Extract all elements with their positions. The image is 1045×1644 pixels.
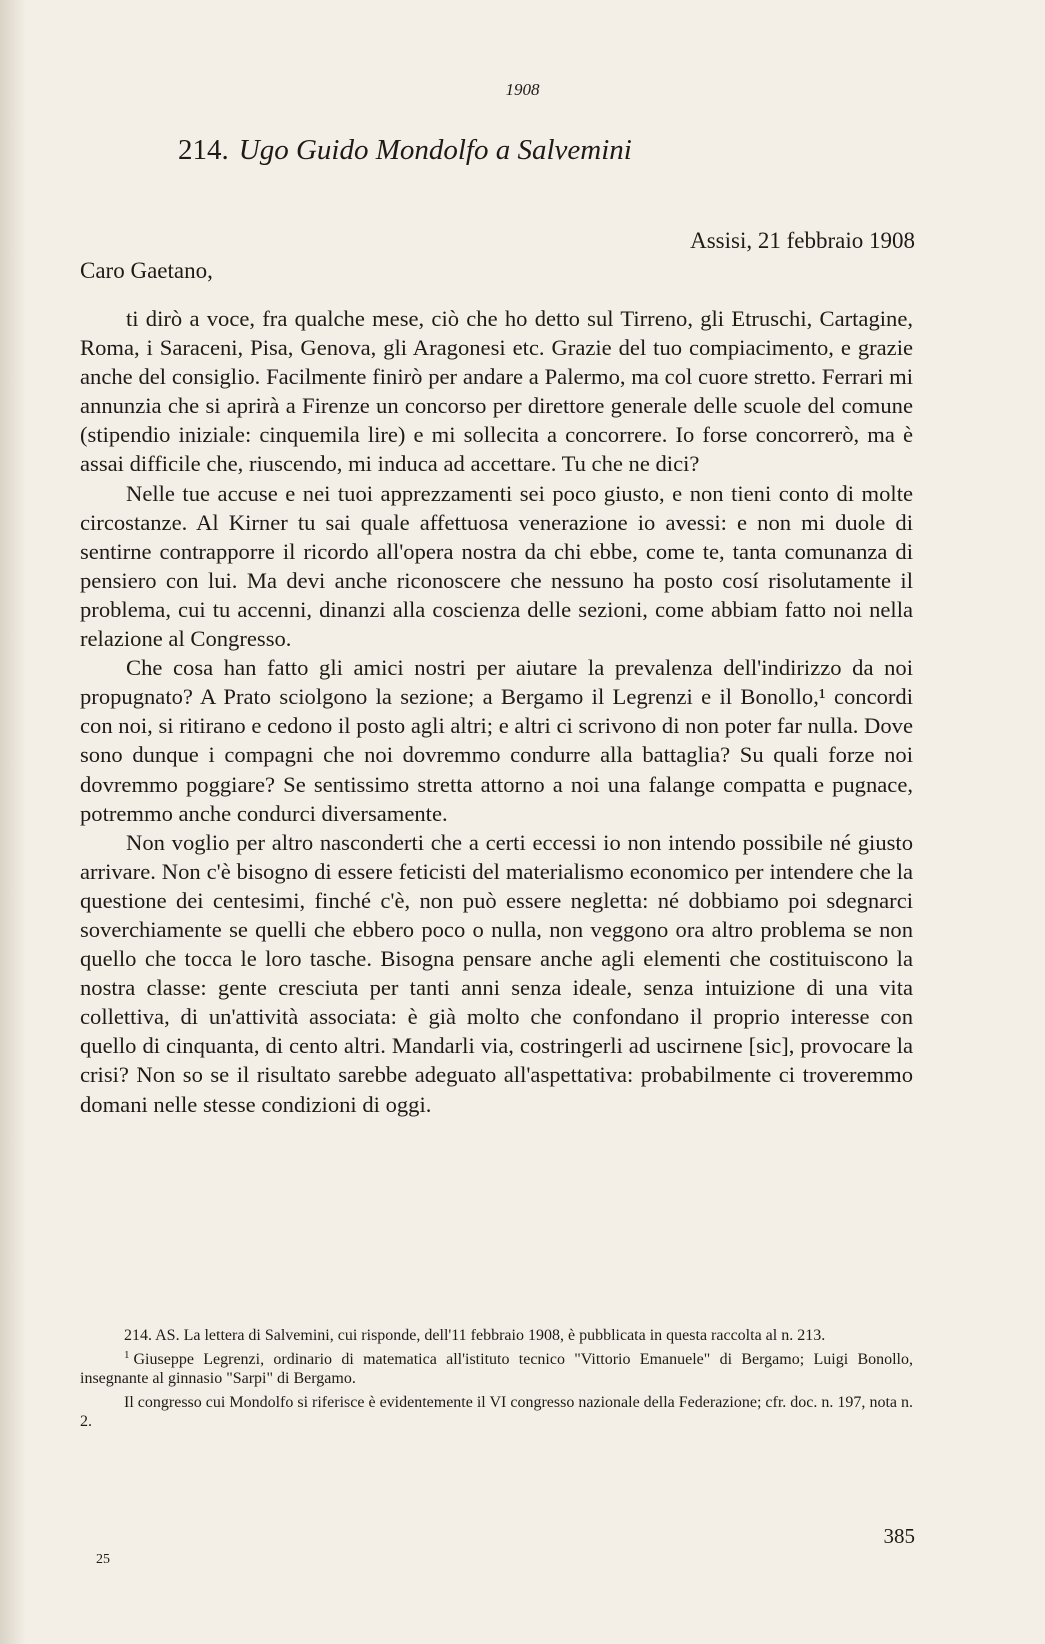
footnote-1 [80,1350,913,1388]
page-number: 385 [883,1524,915,1548]
dateline: Assisi, 21 febbraio 1908 [690,228,915,253]
letter-title: Ugo Guido Mondolfo a Salvemini [238,134,632,166]
page-gutter-shadow [0,0,26,1644]
letter-body [80,304,913,1119]
paragraph: Nelle tue accuse e nei tuoi apprezzamenti sei poco giusto, e non tieni conto di molte circostanze. Al Kirner tu sai quale affettuosa venerazione io avessi: e non mi duole di sentirne contrapporre il ricordo all'opera nostra da chi ebbe, come te, tanta comunanza di pensiero con lui. Ma devi anche riconoscere che nessuno ha posto cosí risolutamente il problema, cui tu accenni, dinanzi alla coscienza delle sezioni, come abbiam fatto noi nella relazione al Congresso. [80,480,913,652]
paragraph: ti dirò a voce, fra qualche mese, ciò che ho detto sul Tirreno, gli Etruschi, Cartagine, Roma, i Saraceni, Pisa, Genova, gli Aragonesi etc. Grazie del tuo compiacimento, e grazie anche del consiglio. Facilmente finirò per andare a Palermo, ma col cuore stretto. Ferrari mi annunzia che si aprirà a Firenze un concorso per direttore generale delle scuole del comune (stipendio iniziale: cinquemila lire) e mi sollecita a concorrere. Io forse concorrerò, ma è assai difficile che, riuscendo, mi induca ad accettare. Tu che ne dici? [80,306,913,477]
paragraph: Non voglio per altro nasconderti che a certi eccessi io non intendo possibile né giusto arrivare. Non c'è bisogno di essere feticisti del materialismo economico per intendere che la questione dei centesimi, finché c'è, non può essere negletta: né dobbiamo poi sdegnarci soverchiamente se quelli che ebbero poco o nulla, non veggono ora altro problema se non quello che tocca le loro tasche. Bisogna pensare anche agli elementi che costituiscono la nostra classe: gente cresciuta per tanti anni senza ideale, senza intuizione di una vita collettiva, di un'attività associata: è già molto che confondano il proprio interesse con quello di cinquanta, di cento altri. Mandarli via, costringerli ad uscirnene [sic], provocare la crisi? Non so se il risultato sarebbe adeguato all'aspettativa: probabilmente ci troveremmo domani nelle stesse condizioni di oggi. [80,829,913,1117]
footnote-source: 214. AS. La lettera di Salvemini, cui risponde, dell'11 febbraio 1908, è pubblicata in questa raccolta al n. 213. [124,1327,826,1344]
footnotes [80,1326,913,1436]
running-head: 1908 [505,80,540,99]
salutation: Caro Gaetano, [80,258,213,283]
footnote-congress: Il congresso cui Mondolfo si riferisce è evidentemente il VI congresso nazionale della Federazione; cfr. doc. n. 197, nota n. 2. [80,1394,913,1430]
letter-heading [178,134,632,167]
footnote-1-text: Giuseppe Legrenzi, ordinario di matematica all'istituto tecnico "Vittorio Emanuele" di Bergamo; Luigi Bonollo, insegnante al ginnasio "Sarpi" di Bergamo. [80,1351,913,1387]
signature-mark: 25 [96,1552,110,1567]
footnote-marker: 1 [124,1348,130,1361]
paragraph: Che cosa han fatto gli amici nostri per aiutare la prevalenza dell'indirizzo da noi propugnato? A Prato sciolgono la sezione; a Bergamo il Legrenzi e il Bonollo,¹ concordi con noi, si ritirano e cedono il posto agli altri; e altri ci scrivono di non poter far nulla. Dove sono dunque i compagni che noi dovremmo condurre alla battaglia? Su quali forze noi dovremmo poggiare? Se sentissimo stretta attorno a noi una falange compatta e pugnace, potremmo anche condurci diversamente. [80,655,913,826]
letter-number: 214. [178,134,229,166]
